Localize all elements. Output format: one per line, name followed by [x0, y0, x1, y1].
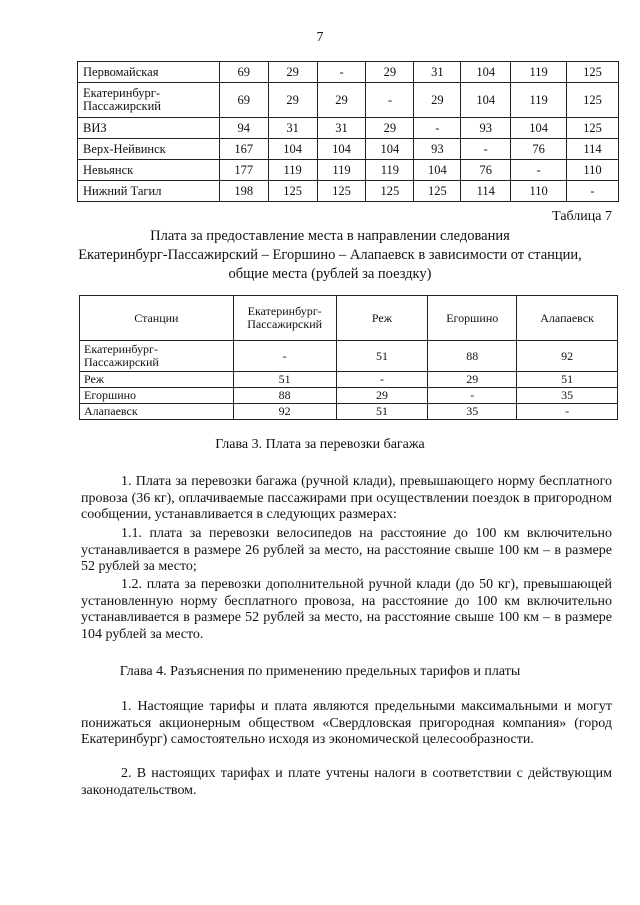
header-ekaterinburg: Екатеринбург- Пассажирский: [233, 296, 336, 341]
fare-cell: 51: [517, 372, 618, 388]
fare-cell: -: [336, 372, 428, 388]
fare-cell: 104: [511, 118, 567, 139]
fare-cell: 93: [461, 118, 511, 139]
fare-cell: 92: [517, 341, 618, 372]
fare-cell: 29: [268, 62, 317, 83]
fare-cell: 104: [366, 139, 414, 160]
station-name: Первомайская: [78, 62, 220, 83]
fare-cell: -: [567, 181, 619, 202]
chapter-4-title: Глава 4. Разъяснения по применению предельных тарифов и платы: [119, 664, 521, 679]
paragraph: 1.1. плата за перевозки велосипедов на расстояние до 100 км включительно устанавливается в размере 26 рублей за место, на расстояние свыше 100 км – в размере 52 рублей за место;: [81, 526, 612, 574]
station-name: Екатеринбург- Пассажирский: [78, 83, 220, 118]
fare-cell: 31: [268, 118, 317, 139]
fare-cell: 125: [414, 181, 461, 202]
station-name: Екатеринбург- Пассажирский: [80, 341, 234, 372]
fare-cell: 119: [317, 160, 366, 181]
paragraph: 1. Настоящие тарифы и плата являются предельными максимальными и могут понижаться акционерным обществом «Свердловская пригородная компания» (город Екатеринбург) самостоятельно исходя из экономической целесообразности.: [81, 699, 612, 747]
station-name: Невьянск: [78, 160, 220, 181]
fare-cell: 51: [336, 341, 428, 372]
fare-cell: 114: [567, 139, 619, 160]
table-row: [78, 139, 619, 160]
fare-cell: -: [366, 83, 414, 118]
fare-cell: -: [428, 388, 517, 404]
fare-cell: 29: [268, 83, 317, 118]
fare-table-continued: [77, 61, 619, 202]
fare-cell: 198: [219, 181, 268, 202]
fare-cell: 125: [567, 118, 619, 139]
fare-cell: -: [517, 404, 618, 420]
paragraph: 2. В настоящих тарифах и плате учтены налоги в соответствии с действующим законодательством.: [81, 766, 612, 798]
fare-cell: -: [317, 62, 366, 83]
table-label: Таблица 7: [552, 209, 612, 224]
fare-cell: 51: [336, 404, 428, 420]
page-number: 7: [316, 30, 324, 45]
chapter-3-title: Глава 3. Плата за перевозки багажа: [215, 437, 425, 452]
table-row: [78, 118, 619, 139]
table-title-line: Плата за предоставление места в направлении следования: [150, 228, 510, 244]
station-name: Реж: [80, 372, 234, 388]
fare-cell: -: [233, 341, 336, 372]
fare-cell: 125: [567, 83, 619, 118]
fare-cell: 92: [233, 404, 336, 420]
fare-cell: 125: [268, 181, 317, 202]
fare-cell: -: [414, 118, 461, 139]
station-name: Алапаевск: [80, 404, 234, 420]
fare-cell: 125: [366, 181, 414, 202]
paragraph: 1.2. плата за перевозки дополнительной ручной клади (до 50 кг), превышающей установленную норму бесплатного провоза, на расстояние до 100 км включительно устанавливается в размере 52 рублей за место, на расстояние свыше 100 км – в размере 104 рублей за место.: [81, 577, 612, 642]
station-name: Нижний Тагил: [78, 181, 220, 202]
fare-cell: 104: [317, 139, 366, 160]
fare-cell: 125: [567, 62, 619, 83]
fare-cell: 119: [511, 62, 567, 83]
fare-cell: 93: [414, 139, 461, 160]
fare-cell: 125: [317, 181, 366, 202]
fare-cell: 31: [414, 62, 461, 83]
header-rezh: Реж: [336, 296, 428, 341]
fare-cell: 177: [219, 160, 268, 181]
table-row: [78, 83, 619, 118]
fare-cell: 110: [567, 160, 619, 181]
fare-cell: 88: [428, 341, 517, 372]
fare-cell: 31: [317, 118, 366, 139]
fare-cell: 104: [414, 160, 461, 181]
fare-cell: -: [461, 139, 511, 160]
fare-cell: 104: [268, 139, 317, 160]
fare-cell: 104: [461, 83, 511, 118]
table-row: [78, 62, 619, 83]
fare-cell: 119: [366, 160, 414, 181]
table-row: [78, 160, 619, 181]
seat-fee-table: [79, 295, 618, 420]
fare-cell: 29: [317, 83, 366, 118]
station-name: Верх-Нейвинск: [78, 139, 220, 160]
fare-cell: -: [511, 160, 567, 181]
table-row: [80, 372, 618, 388]
station-name: ВИЗ: [78, 118, 220, 139]
paragraph: 1. Плата за перевозки багажа (ручной клади), превышающего норму бесплатного провоза (36 кг), оплачиваемые пассажирами при осуществлении поездок в пригородном сообщении, устанавливается в следующих размерах:: [81, 474, 612, 522]
table-row: [80, 404, 618, 420]
fare-cell: 119: [268, 160, 317, 181]
table-row: [80, 341, 618, 372]
fare-cell: 119: [511, 83, 567, 118]
fare-cell: 69: [219, 62, 268, 83]
fare-cell: 76: [511, 139, 567, 160]
header-stations: Станции: [80, 296, 234, 341]
fare-cell: 76: [461, 160, 511, 181]
fare-cell: 29: [414, 83, 461, 118]
table-title-line: общие места (рублей за поездку): [228, 266, 432, 282]
fare-cell: 35: [517, 388, 618, 404]
fare-cell: 110: [511, 181, 567, 202]
station-name: Егоршино: [80, 388, 234, 404]
header-egorshino: Егоршино: [428, 296, 517, 341]
fare-cell: 29: [428, 372, 517, 388]
fare-cell: 69: [219, 83, 268, 118]
fare-cell: 104: [461, 62, 511, 83]
fare-cell: 35: [428, 404, 517, 420]
header-alapaevsk: Алапаевск: [517, 296, 618, 341]
fare-cell: 51: [233, 372, 336, 388]
fare-cell: 29: [366, 62, 414, 83]
table-header-row: [80, 296, 618, 341]
fare-cell: 167: [219, 139, 268, 160]
table-row: [80, 388, 618, 404]
table-row: [78, 181, 619, 202]
fare-cell: 29: [366, 118, 414, 139]
fare-cell: 114: [461, 181, 511, 202]
fare-cell: 94: [219, 118, 268, 139]
table-title: [60, 227, 600, 284]
fare-cell: 88: [233, 388, 336, 404]
table-title-line: Екатеринбург-Пассажирский – Егоршино – Алапаевск в зависимости от станции,: [78, 247, 582, 263]
fare-cell: 29: [336, 388, 428, 404]
